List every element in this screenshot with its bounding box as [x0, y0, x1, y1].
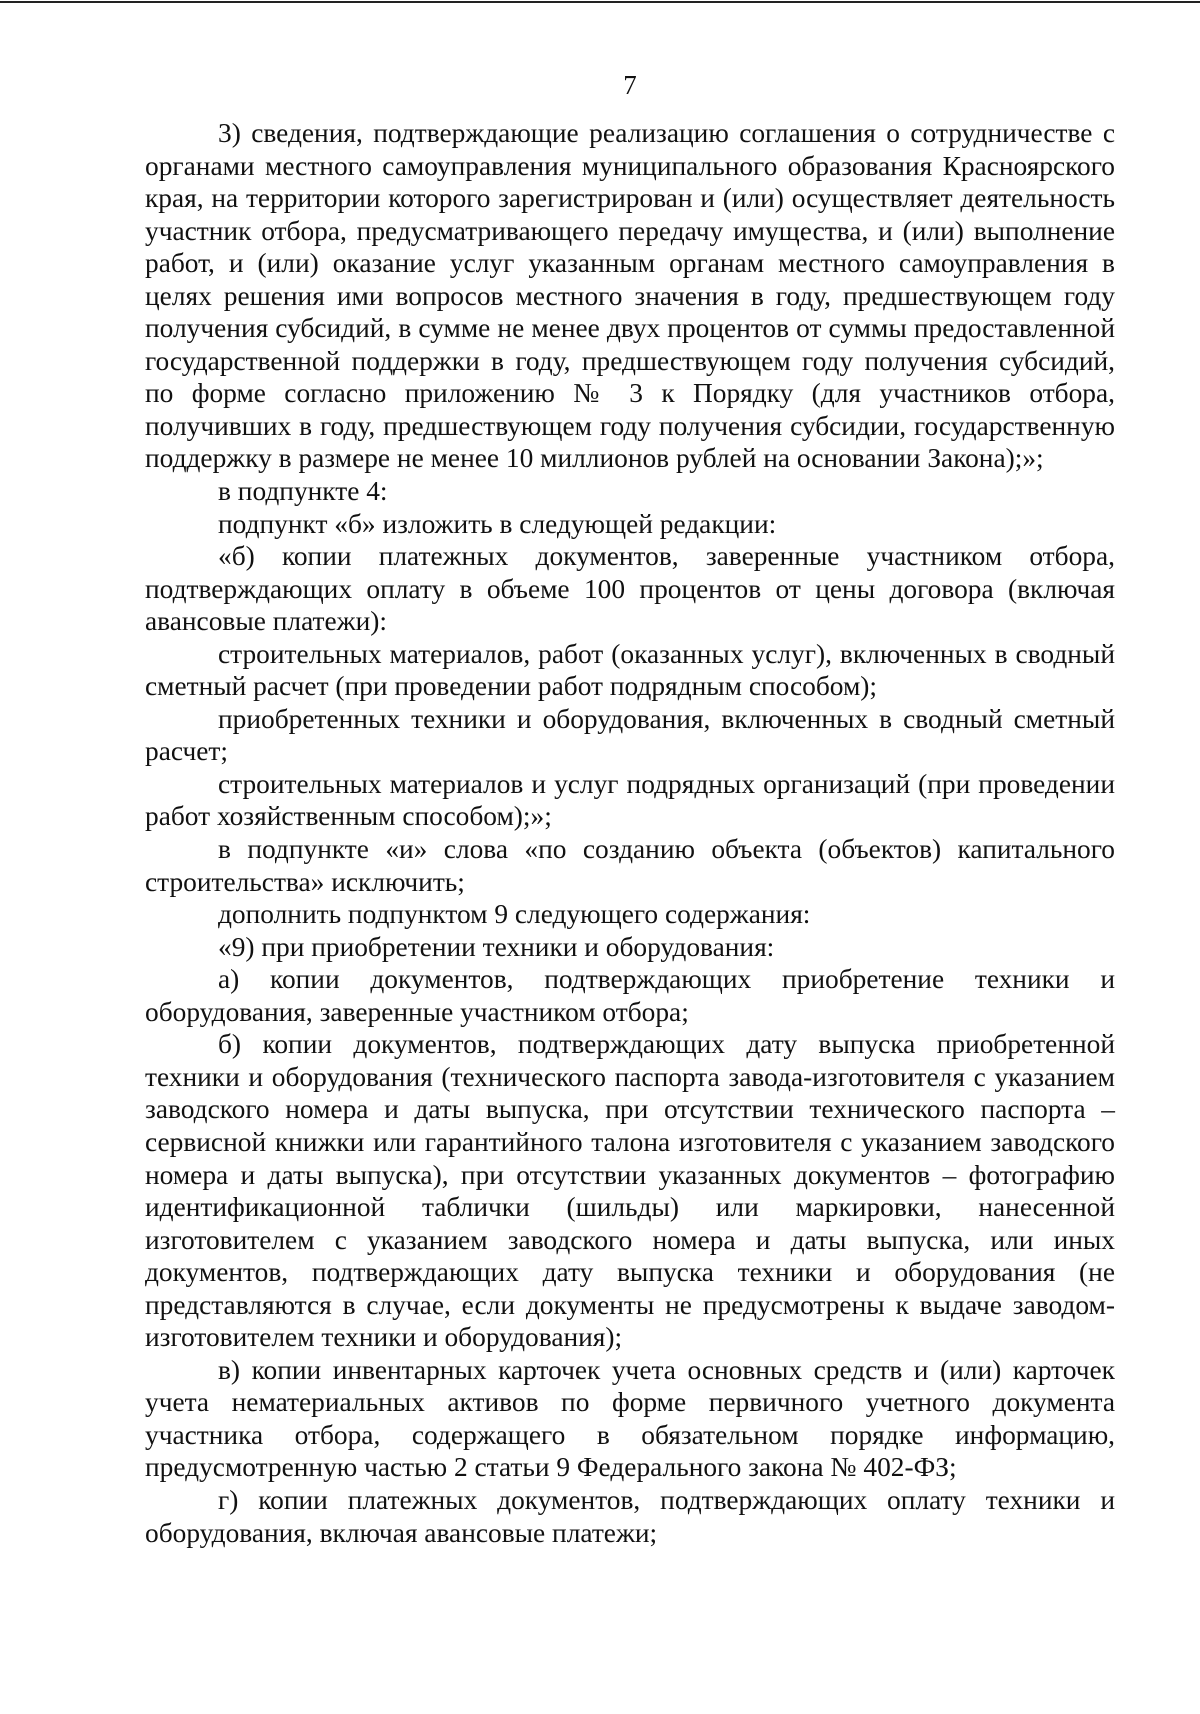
paragraph-subpoint-b-edit: подпункт «б» изложить в следующей редакции:	[218, 508, 777, 539]
document-body	[145, 117, 1115, 1549]
paragraph-subpoint-4: в подпункте 4:	[218, 476, 388, 507]
paragraph-subpoint-9: «9) при приобретении техники и оборудования:	[218, 931, 775, 962]
paragraph-payment-docs: «б) копии платежных документов, заверенные участником отбора, подтверждающих оплату в объеме 100 процентов от цены договора (включая авансовые платежи):	[145, 541, 1115, 637]
top-border-line	[0, 1, 1200, 3]
paragraph-equipment-purchased: приобретенных техники и оборудования, включенных в сводный сметный расчет;	[145, 703, 1115, 767]
page-number: 7	[623, 70, 637, 100]
paragraph-9a: а) копии документов, подтверждающих приобретение техники и оборудования, заверенные участником отбора;	[145, 964, 1115, 1027]
paragraph-add-subpoint-9: дополнить подпунктом 9 следующего содержания:	[218, 899, 811, 930]
paragraph-item-3-info: 3) сведения, подтверждающие реализацию соглашения о сотрудничестве с органами местного самоуправления муниципального образования Красноярского края, на территории которого зарегистрирован и (или) осуществляет деятельность участник отбора, предусматривающего передачу имущества, и (или) выполнение работ, и (или) оказание услуг указанным органам местного самоуправления в целях решения ими вопросов местного значения в году, предшествующем году получения субсидий, в сумме не менее двух процентов от суммы предоставленной государственной поддержки в году, предшествующем году получения субсидий, по форме согласно приложению № 3 к Порядку (для участников отбора, получивших в году, предшествующем году получения субсидии, государственную поддержку в размере не менее 10 миллионов рублей на основании Закона);»;	[145, 118, 1115, 474]
paragraph-9v: в) копии инвентарных карточек учета основных средств и (или) карточек учета нематериальных активов по форме первичного учетного документа участника отбора, содержащего в обязательном порядке информацию, предусмотренную частью 2 статьи 9 Федерального закона № 402-ФЗ;	[145, 1354, 1115, 1483]
paragraph-9g: г) копии платежных документов, подтверждающих оплату техники и оборудования, включая авансовые платежи;	[145, 1484, 1115, 1548]
paragraph-9b: б) копии документов, подтверждающих дату выпуска приобретенной техники и оборудования (технического паспорта завода-изготовителя с указанием заводского номера и даты выпуска, при отсутствии технического паспорта – сервисной книжки или гарантийного талона изготовителя с указанием заводского номера и даты выпуска), при отсутствии указанных документов – фотографию идентификационной таблички (шильды) или маркировки, нанесенной изготовителем с указанием заводского номера и даты выпуска, или иных документов, подтверждающих дату выпуска техники и оборудования (не представляются в случае, если документы не предусмотрены к выдаче заводом-изготовителем техники и оборудования);	[145, 1029, 1115, 1353]
paragraph-construction-materials: строительных материалов, работ (оказанных услуг), включенных в сводный сметный расчет (при проведении работ подрядным способом);	[145, 638, 1115, 702]
paragraph-materials-services: строительных материалов и услуг подрядных организаций (при проведении работ хозяйственным способом);»;	[145, 768, 1115, 832]
paragraph-subpoint-i: в подпункте «и» слова «по созданию объекта (объектов) капитального строительства» исключить;	[145, 834, 1115, 897]
